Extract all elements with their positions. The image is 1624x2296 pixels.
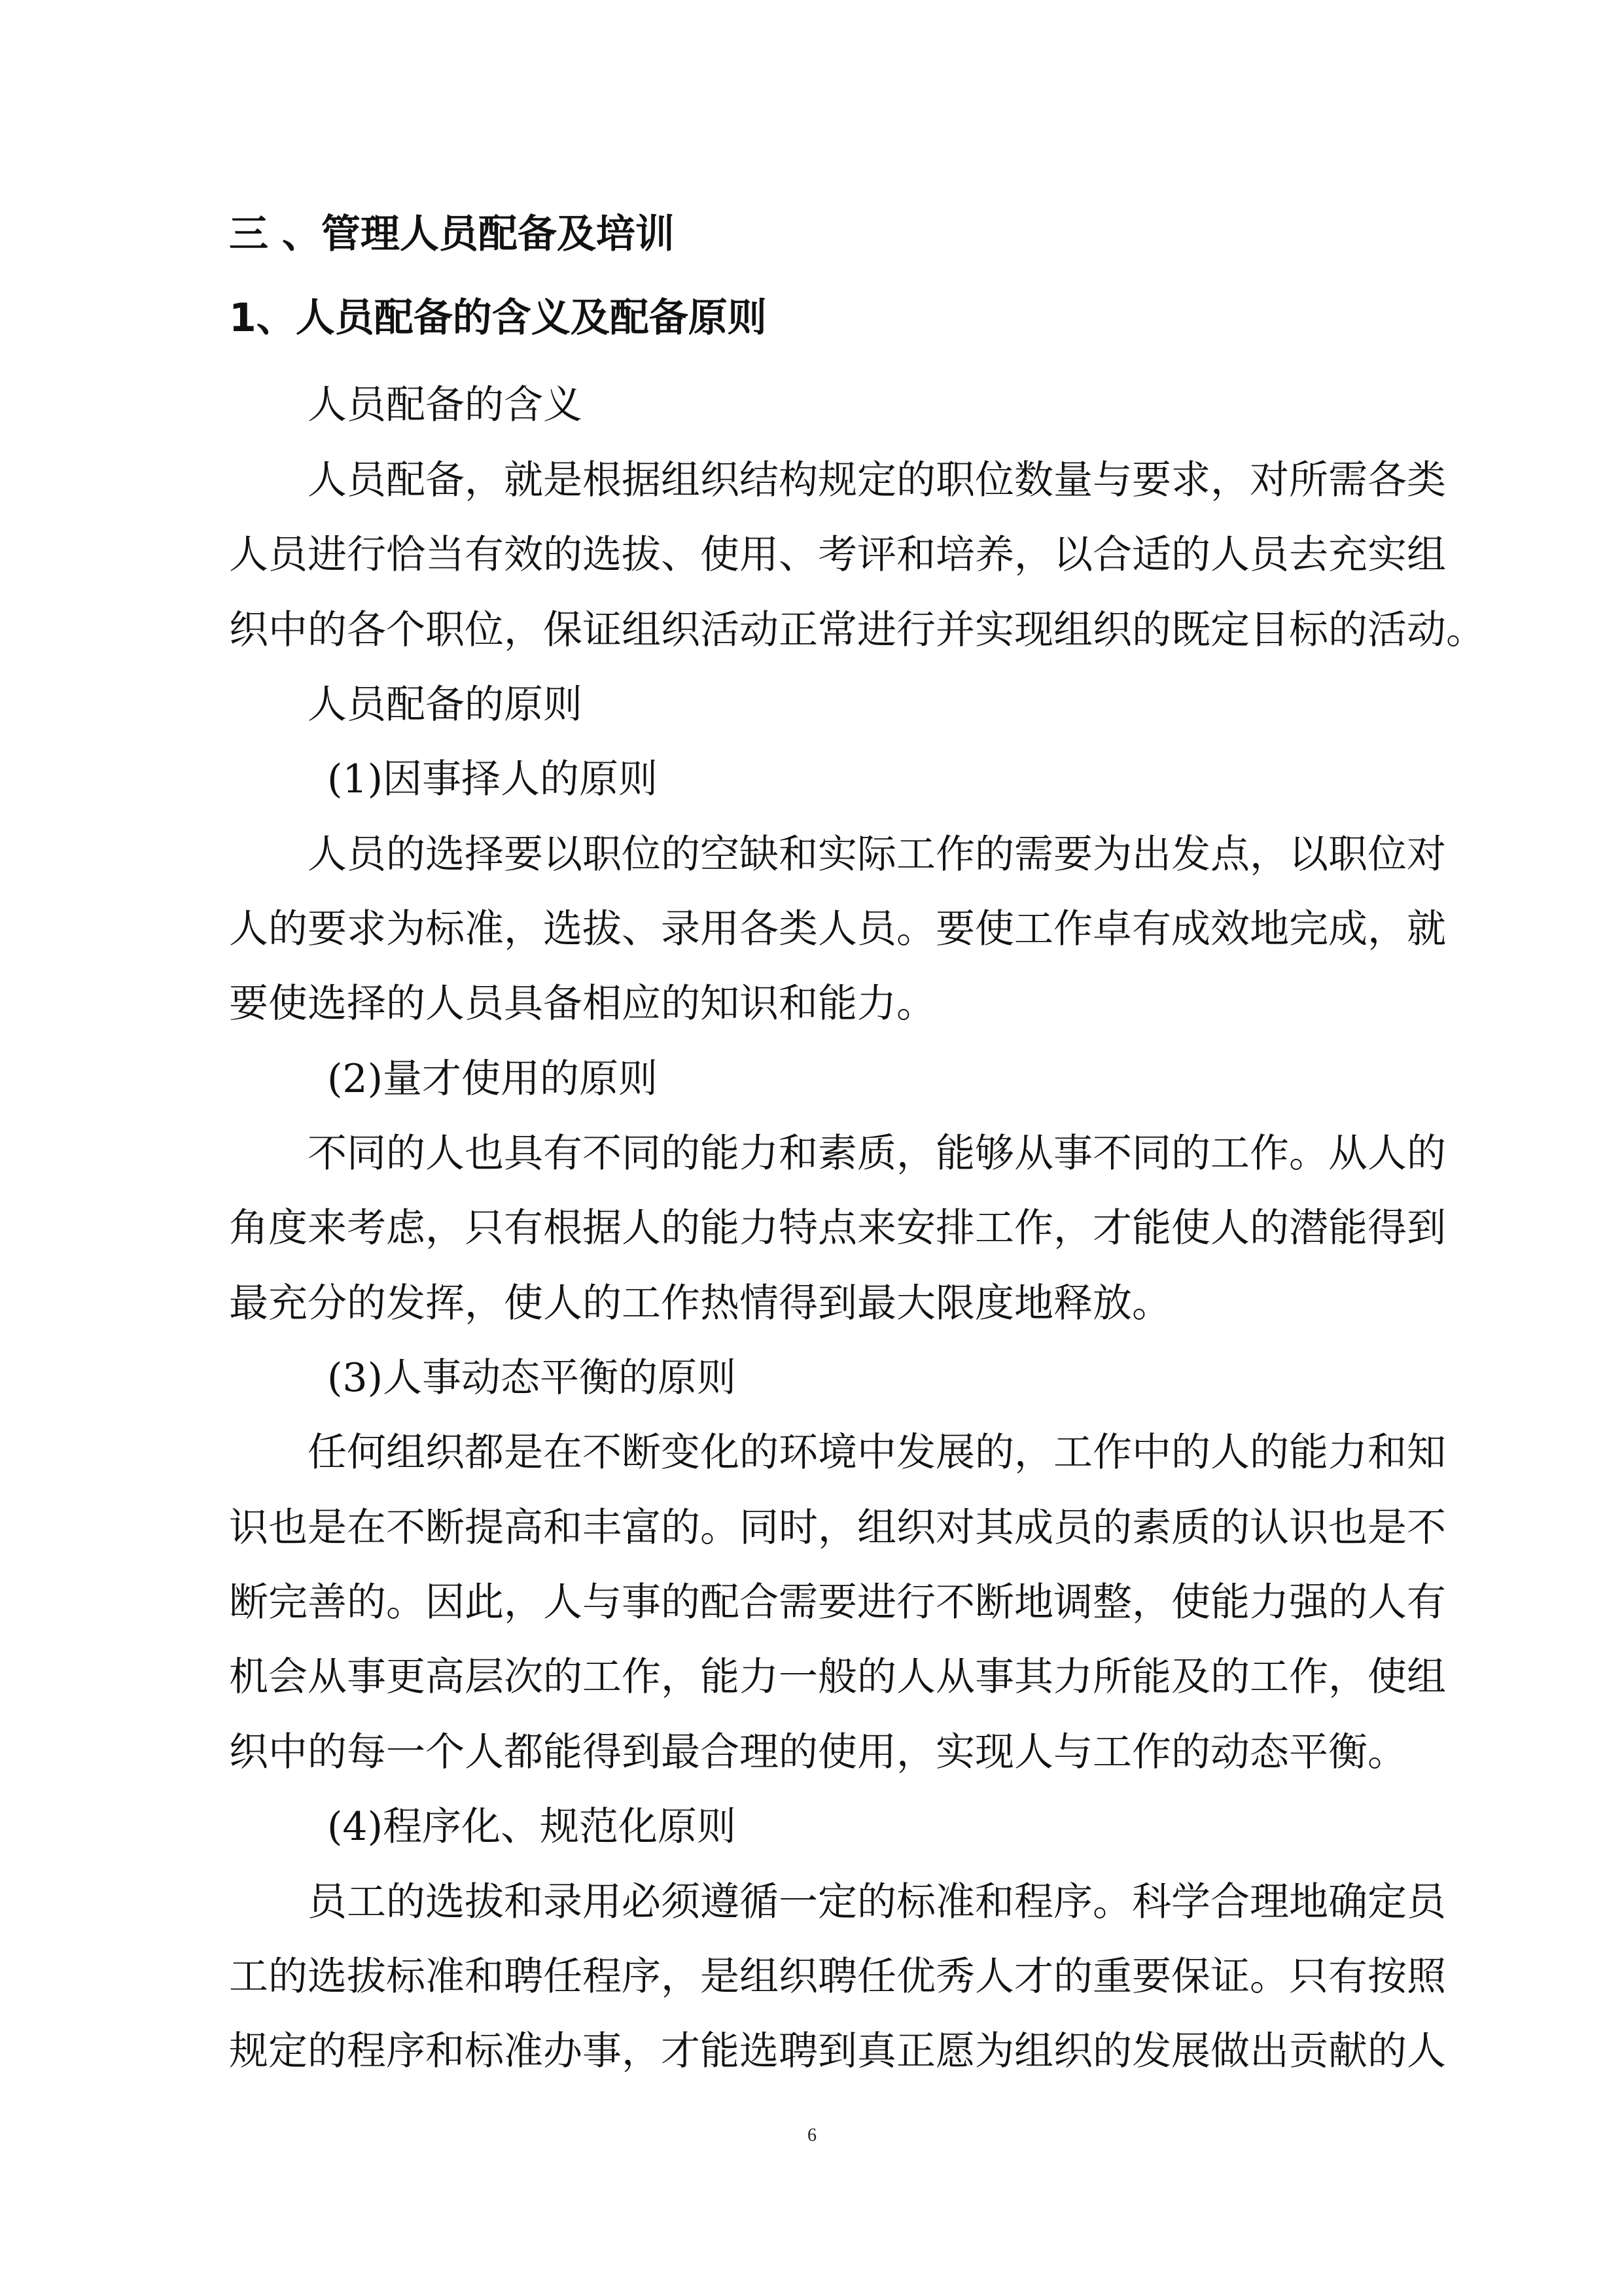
text-line: 最充分的发挥，使人的工作热情得到最大限度地释放。 <box>229 1280 1171 1326</box>
text-line: 人员的选择要以职位的空缺和实际工作的需要为出发点，以职位对 <box>308 832 1446 877</box>
text-line: 机会从事更高层次的工作，能力一般的人从事其力所能及的工作，使组 <box>229 1654 1446 1700</box>
text-line: 规定的程序和标准办事，才能选聘到真正愿为组织的发展做出贡献的人 <box>229 2028 1446 2074</box>
text-line: 人员进行恰当有效的选拔、使用、考评和培养，以合适的人员去充实组 <box>229 532 1446 578</box>
text-line: 不同的人也具有不同的能力和素质，能够从事不同的工作。从人的 <box>308 1131 1446 1176</box>
text-line: 织中的每一个人都能得到最合理的使用，实现人与工作的动态平衡。 <box>229 1729 1407 1775</box>
text-line: 人员配备，就是根据组织结构规定的职位数量与要求，对所需各类 <box>308 457 1446 503</box>
principle-heading: (4)程序化、规范化原则 <box>327 1804 736 1850</box>
section-heading: 三 、管理人员配备及培训 <box>229 211 675 257</box>
subsection-heading: 1、人员配备的含义及配备原则 <box>229 295 767 341</box>
principle-heading: (3)人事动态平衡的原则 <box>327 1355 736 1401</box>
text-line: 识也是在不断提高和丰富的。同时，组织对其成员的素质的认识也是不 <box>229 1505 1446 1551</box>
principle-heading: (1)因事择人的原则 <box>327 756 658 802</box>
text-line: 角度来考虑，只有根据人的能力特点来安排工作，才能使人的潜能得到 <box>229 1205 1446 1251</box>
text-line: 任何组织都是在不断变化的环境中发展的，工作中的人的能力和知 <box>308 1430 1446 1475</box>
text-line: 要使选择的人员具备相应的知识和能力。 <box>229 981 936 1027</box>
paragraph-heading: 人员配备的含义 <box>308 382 582 428</box>
principle-heading: (2)量才使用的原则 <box>327 1056 658 1102</box>
paragraph-heading: 人员配备的原则 <box>308 682 582 728</box>
text-line: 工的选拔标准和聘任程序，是组织聘任优秀人才的重要保证。只有按照 <box>229 1954 1446 2000</box>
page-number: 6 <box>807 2125 817 2146</box>
text-line: 人的要求为标准，选拔、录用各类人员。要使工作卓有成效地完成，就 <box>229 906 1446 952</box>
text-line: 员工的选拔和录用必须遵循一定的标准和程序。科学合理地确定员 <box>308 1879 1446 1925</box>
text-line: 织中的各个职位，保证组织活动正常进行并实现组织的既定目标的活动。 <box>229 607 1485 653</box>
text-line: 断完善的。因此，人与事的配合需要进行不断地调整，使能力强的人有 <box>229 1580 1446 1625</box>
